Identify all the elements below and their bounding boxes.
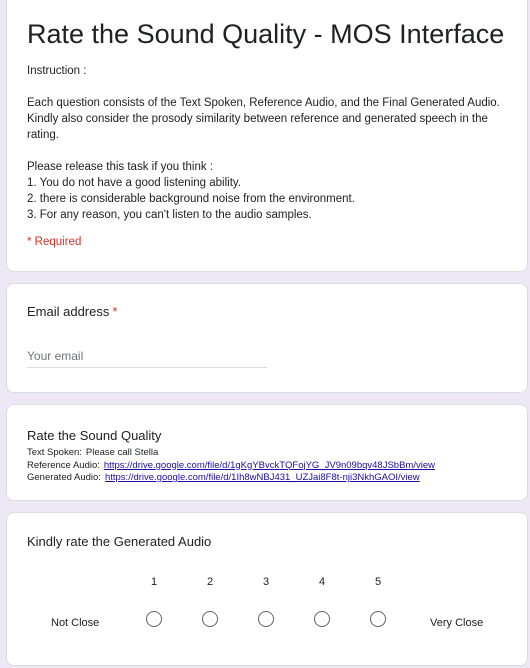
scale-label-4: 4 xyxy=(318,576,326,588)
reference-audio-link[interactable]: https://drive.google.com/file/d/1gKgYBvckTQFojYG_JV9n09bqv48JSbBm/view xyxy=(103,459,435,471)
instruction-label: Instruction : xyxy=(27,65,87,77)
scale-low-label: Not Close xyxy=(51,617,100,629)
reference-audio-line xyxy=(27,460,435,473)
text-spoken-line xyxy=(27,447,435,460)
reference-audio-label: Reference Audio: xyxy=(27,459,100,471)
rating-radio-5[interactable] xyxy=(370,611,386,627)
release-item: 2. there is considerable background noise from the environment. xyxy=(27,193,355,205)
rating-question-card xyxy=(6,512,528,666)
instruction-paragraph: Each question consists of the Text Spoken, Reference Audio, and the Final Generated Audio. Kindly also consider the prosody similarity between reference and generated speech in the rating. xyxy=(27,97,500,141)
email-input[interactable] xyxy=(27,346,267,368)
form-description xyxy=(27,63,517,223)
scale-label-1: 1 xyxy=(150,576,158,588)
rating-radio-2[interactable] xyxy=(202,611,218,627)
audio-info-card xyxy=(6,404,528,501)
email-label-text: Email address xyxy=(27,304,110,319)
rating-radio-4[interactable] xyxy=(314,611,330,627)
scale-label-5: 5 xyxy=(374,576,382,588)
rating-radio-1[interactable] xyxy=(146,611,162,627)
required-asterisk: * xyxy=(112,304,118,319)
scale-label-2: 2 xyxy=(206,576,214,588)
required-note: * Required xyxy=(27,236,82,248)
release-intro: Please release this task if you think : xyxy=(27,161,214,173)
form-header-card xyxy=(6,0,528,272)
audio-info-lines xyxy=(27,447,435,485)
text-spoken-value: Please call Stella xyxy=(85,447,159,458)
generated-audio-label: Generated Audio: xyxy=(27,472,101,483)
form-title: Rate the Sound Quality - MOS Interface xyxy=(27,19,505,49)
text-spoken-label: Text Spoken: xyxy=(27,447,82,458)
rating-question-title: Kindly rate the Generated Audio xyxy=(27,534,212,549)
generated-audio-link[interactable]: https://drive.google.com/file/d/1Ih8wNBJ431_UZJai8F8t-nji3NkhGAOI/view xyxy=(104,472,420,483)
scale-label-3: 3 xyxy=(262,576,270,588)
generated-audio-line xyxy=(27,472,435,485)
release-item: 1. You do not have a good listening ability. xyxy=(27,177,241,189)
release-item: 3. For any reason, you can't listen to the audio samples. xyxy=(27,209,312,221)
rating-radio-3[interactable] xyxy=(258,611,274,627)
email-label xyxy=(27,304,117,319)
scale-high-label: Very Close xyxy=(430,617,484,629)
section-title: Rate the Sound Quality xyxy=(27,428,162,443)
email-question-card xyxy=(6,283,528,393)
